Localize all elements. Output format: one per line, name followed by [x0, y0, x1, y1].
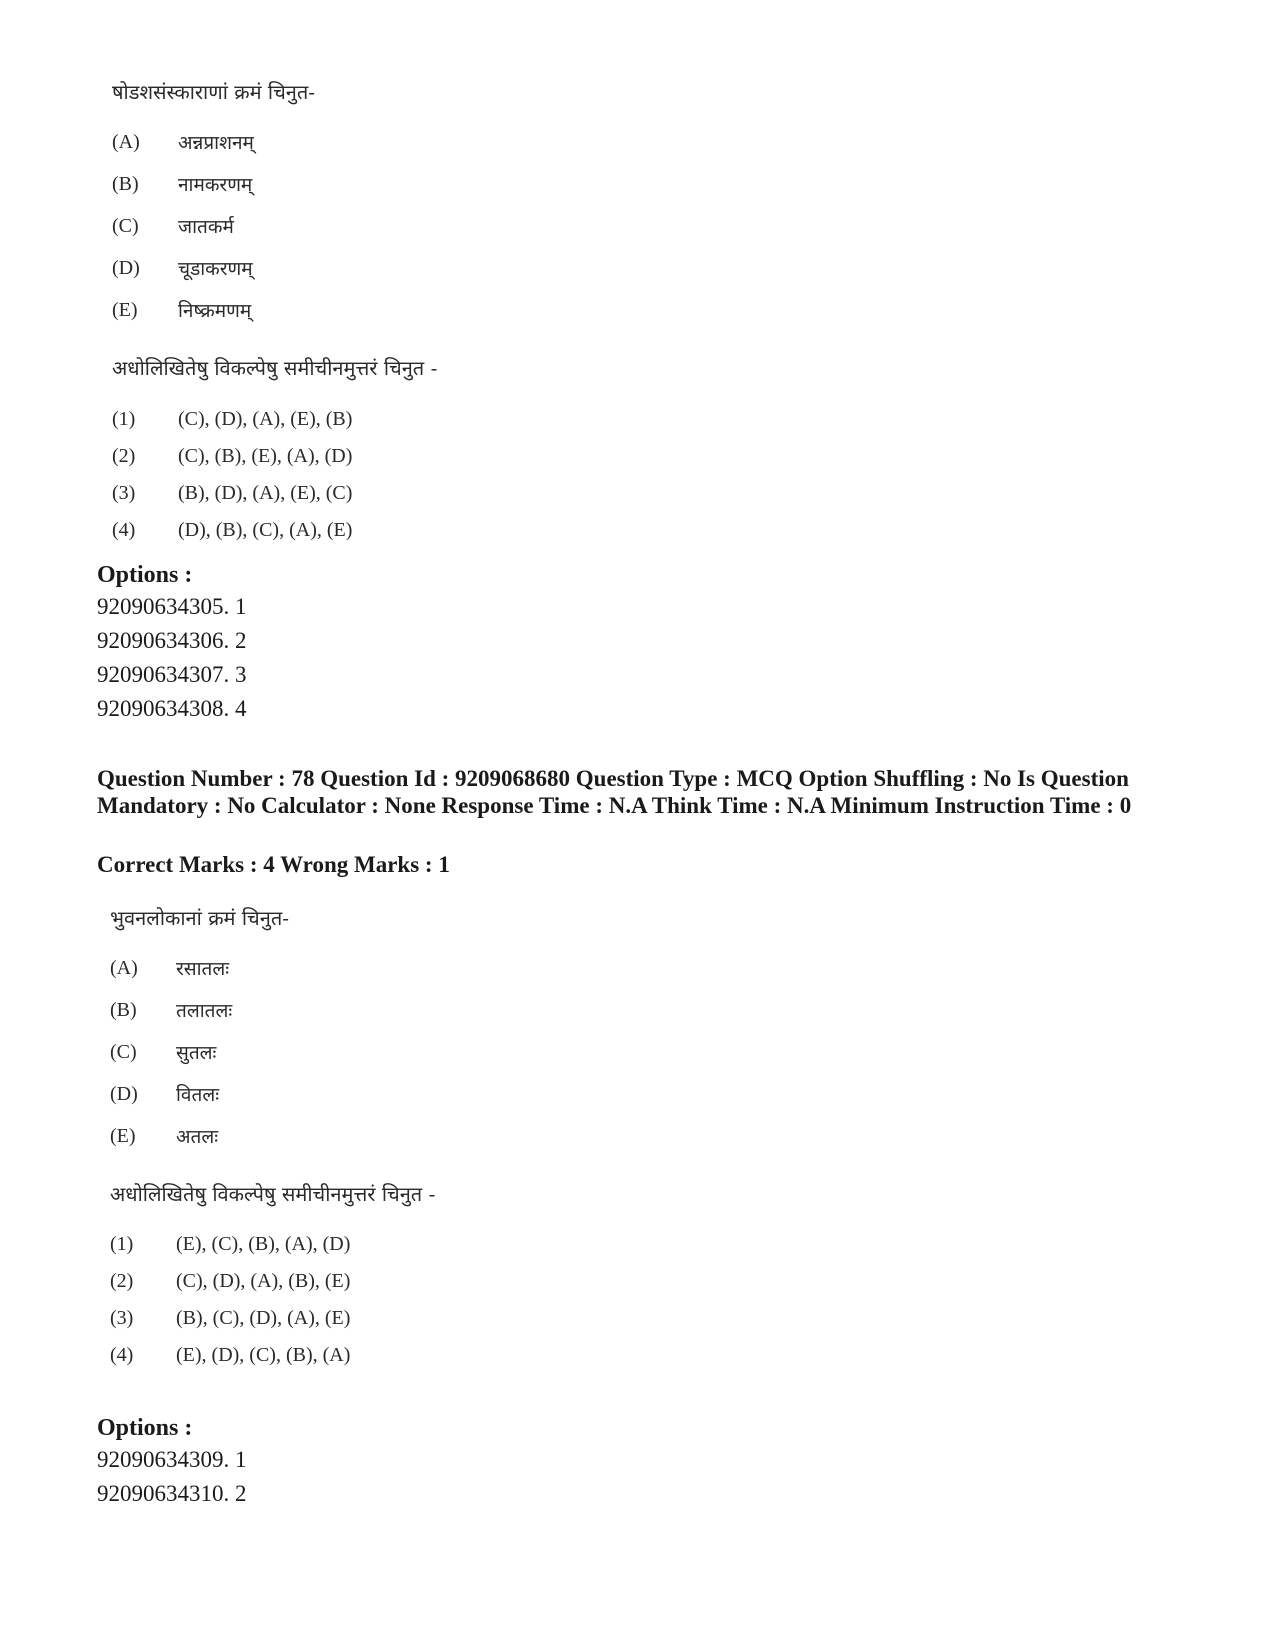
q77-choice-3: [112, 479, 352, 507]
choice-key: (4): [110, 1343, 134, 1366]
q78-choice-1: [110, 1230, 350, 1258]
choice-text: (B), (C), (D), (A), (E): [176, 1306, 351, 1329]
q78-items: [110, 954, 232, 1150]
q78-header: Question Number : 78 Question Id : 9209068680 Question Type : MCQ Option Shuffling : No Is Question Mandatory : No Calculator : None Response Time : N.A Think Time : N.A Minimum Instruction Time : 0: [97, 766, 1132, 818]
item-text: जातकर्म: [178, 216, 234, 238]
item-key: (B): [110, 998, 137, 1021]
item-text: चूडाकरणम्: [178, 258, 253, 280]
q78-choice-3: [110, 1304, 350, 1332]
q77-item-b: [112, 170, 254, 198]
item-key: (C): [112, 214, 139, 237]
q77-options-list: [97, 590, 247, 726]
q78-choices: [110, 1230, 350, 1369]
choice-text: (B), (D), (A), (E), (C): [178, 481, 353, 504]
choice-text: (C), (D), (A), (B), (E): [176, 1269, 351, 1292]
item-key: (E): [110, 1124, 136, 1147]
item-text: अन्नप्राशनम्: [178, 132, 254, 154]
item-text: अतलः: [176, 1126, 219, 1148]
q78-choice-4: [110, 1341, 350, 1369]
q77-choice-1: [112, 405, 352, 433]
item-text: रसातलः: [176, 958, 230, 980]
item-key: (A): [112, 130, 140, 153]
item-text: नामकरणम्: [178, 174, 253, 196]
q77-options-title: Options :: [97, 562, 193, 588]
item-text: वितलः: [176, 1084, 220, 1106]
q77-choice-4: [112, 516, 352, 544]
item-key: (D): [112, 256, 140, 279]
q78-marks: Correct Marks : 4 Wrong Marks : 1: [97, 852, 450, 877]
item-key: (C): [110, 1040, 137, 1063]
choice-key: (3): [110, 1306, 134, 1329]
q77-item-e: [112, 296, 254, 324]
choice-key: (2): [110, 1269, 134, 1292]
q78-option-2: 92090634310. 2: [97, 1481, 247, 1506]
item-text: सुतलः: [176, 1042, 217, 1064]
q78-options-title: Options :: [97, 1415, 193, 1441]
choice-text: (D), (B), (C), (A), (E): [178, 518, 353, 541]
choice-text: (E), (C), (B), (A), (D): [176, 1232, 351, 1255]
q78-choice-2: [110, 1267, 350, 1295]
choice-text: (C), (D), (A), (E), (B): [178, 407, 353, 430]
q77-choice-2: [112, 442, 352, 470]
q77-item-a: [112, 128, 254, 156]
q78-item-d: [110, 1080, 232, 1108]
q77-choices: [112, 405, 352, 544]
choice-text: (C), (B), (E), (A), (D): [178, 444, 353, 467]
choice-key: (4): [112, 518, 136, 541]
q77-instruction: अधोलिखितेषु विकल्पेषु समीचीनमुत्तरं चिनुत -: [112, 356, 438, 380]
choice-text: (E), (D), (C), (B), (A): [176, 1343, 351, 1366]
q78-prompt: भुवनलोकानां क्रमं चिनुत-: [110, 906, 290, 930]
q78-item-a: [110, 954, 232, 982]
q78-options-list: [97, 1443, 247, 1511]
choice-key: (2): [112, 444, 136, 467]
item-key: (E): [112, 298, 138, 321]
q77-prompt: षोडशसंस्काराणां क्रमं चिनुत-: [112, 80, 316, 104]
q77-option-3: 92090634307. 3: [97, 662, 247, 687]
item-key: (D): [110, 1082, 138, 1105]
item-text: निष्क्रमणम्: [178, 300, 252, 322]
item-key: (B): [112, 172, 139, 195]
choice-key: (3): [112, 481, 136, 504]
q78-item-b: [110, 996, 232, 1024]
q77-item-c: [112, 212, 254, 240]
q77-option-1: 92090634305. 1: [97, 594, 247, 619]
q77-items: [112, 128, 254, 324]
q78-option-1: 92090634309. 1: [97, 1447, 247, 1472]
q77-item-d: [112, 254, 254, 282]
choice-key: (1): [112, 407, 136, 430]
q78-item-e: [110, 1122, 232, 1150]
q77-option-4: 92090634308. 4: [97, 696, 247, 721]
item-text: तलातलः: [176, 1000, 233, 1022]
q78-instruction: अधोलिखितेषु विकल्पेषु समीचीनमुत्तरं चिनुत -: [110, 1182, 436, 1206]
q77-option-2: 92090634306. 2: [97, 628, 247, 653]
choice-key: (1): [110, 1232, 134, 1255]
q78-item-c: [110, 1038, 232, 1066]
item-key: (A): [110, 956, 138, 979]
